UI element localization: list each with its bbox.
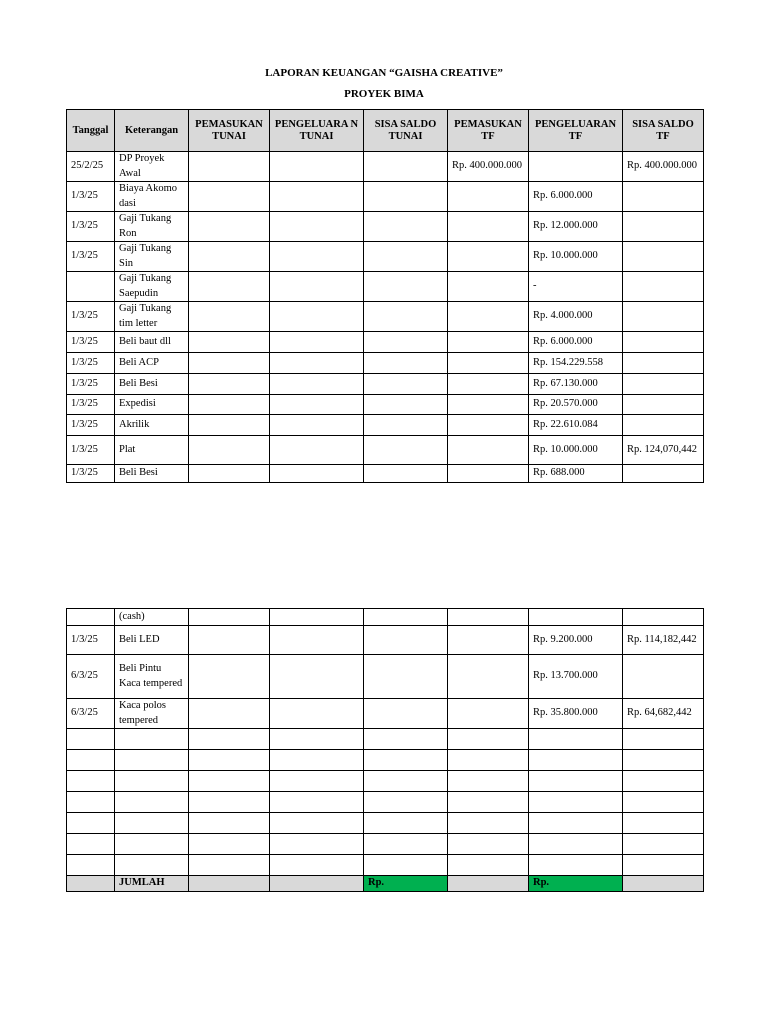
cell-sisa-saldo-tunai — [364, 855, 448, 876]
cell-keterangan — [115, 813, 189, 834]
cell-sisa-saldo-tf — [623, 302, 704, 332]
column-header-pemasukan-tunai: PEMASUKAN TUNAI — [189, 110, 270, 152]
cell-tanggal: 1/3/25 — [67, 353, 115, 374]
cell-keterangan: DP Proyek Awal — [115, 152, 189, 182]
cell-sisa-saldo-tunai — [364, 699, 448, 729]
cell-keterangan: Plat — [115, 436, 189, 465]
column-header-pemasukan-tf: PEMASUKAN TF — [448, 110, 529, 152]
cell-sisa-saldo-tf — [623, 353, 704, 374]
table-row — [67, 655, 704, 699]
cell-pemasukan-tf — [448, 609, 529, 626]
cell-pengeluaran-tf: - — [529, 272, 623, 302]
table-row — [67, 699, 704, 729]
cell-sisa-saldo-tunai — [364, 609, 448, 626]
column-header-tanggal: Tanggal — [67, 110, 115, 152]
cell-pengeluaran-tf: Rp. 20.570.000 — [529, 395, 623, 415]
cell-pemasukan-tf — [448, 626, 529, 655]
table-row — [67, 415, 704, 436]
column-header-keterangan: Keterangan — [115, 110, 189, 152]
cell-pemasukan-tunai — [189, 699, 270, 729]
cell-pengeluaran-tf: Rp. 6.000.000 — [529, 332, 623, 353]
total-cell-pengeluaran-tunai — [270, 876, 364, 892]
column-header-pengeluaran-tf: PENGELUARAN TF — [529, 110, 623, 152]
cell-sisa-saldo-tunai — [364, 152, 448, 182]
cell-sisa-saldo-tunai — [364, 374, 448, 395]
cell-pengeluaran-tf: Rp. 4.000.000 — [529, 302, 623, 332]
cell-pemasukan-tunai — [189, 729, 270, 750]
cell-sisa-saldo-tunai — [364, 655, 448, 699]
table-row — [67, 609, 704, 626]
cell-tanggal: 1/3/25 — [67, 302, 115, 332]
cell-keterangan — [115, 729, 189, 750]
cell-pengeluaran-tf: Rp. 12.000.000 — [529, 212, 623, 242]
cell-pengeluaran-tf: Rp. 10.000.000 — [529, 242, 623, 272]
cell-pengeluaran-tf — [529, 792, 623, 813]
cell-tanggal: 1/3/25 — [67, 436, 115, 465]
cell-pemasukan-tf — [448, 465, 529, 483]
cell-pemasukan-tf — [448, 792, 529, 813]
table-row — [67, 353, 704, 374]
table-row — [67, 302, 704, 332]
table-row — [67, 212, 704, 242]
cell-sisa-saldo-tunai — [364, 465, 448, 483]
cell-pemasukan-tf — [448, 771, 529, 792]
cell-tanggal — [67, 750, 115, 771]
cell-pengeluaran-tf — [529, 855, 623, 876]
cell-pengeluaran-tunai — [270, 699, 364, 729]
cell-pengeluaran-tf: Rp. 9.200.000 — [529, 626, 623, 655]
cell-sisa-saldo-tf — [623, 834, 704, 855]
cell-sisa-saldo-tf — [623, 374, 704, 395]
cell-keterangan: Gaji Tukang Ron — [115, 212, 189, 242]
table-row — [67, 242, 704, 272]
table-row — [67, 813, 704, 834]
cell-keterangan: Beli Besi — [115, 374, 189, 395]
cell-pemasukan-tf — [448, 353, 529, 374]
cell-keterangan: Akrilik — [115, 415, 189, 436]
cell-tanggal: 1/3/25 — [67, 626, 115, 655]
cell-sisa-saldo-tf — [623, 813, 704, 834]
cell-pengeluaran-tunai — [270, 750, 364, 771]
table-header-row — [67, 110, 704, 152]
cell-pemasukan-tunai — [189, 436, 270, 465]
cell-sisa-saldo-tf — [623, 415, 704, 436]
cell-pengeluaran-tf: Rp. 35.800.000 — [529, 699, 623, 729]
cell-sisa-saldo-tf: Rp. 64,682,442 — [623, 699, 704, 729]
cell-keterangan: Biaya Akomo dasi — [115, 182, 189, 212]
cell-pengeluaran-tf: Rp. 688.000 — [529, 465, 623, 483]
cell-pemasukan-tunai — [189, 771, 270, 792]
cell-tanggal: 6/3/25 — [67, 699, 115, 729]
cell-pengeluaran-tf: Rp. 67.130.000 — [529, 374, 623, 395]
cell-pemasukan-tf — [448, 415, 529, 436]
cell-pemasukan-tunai — [189, 626, 270, 655]
cell-keterangan: Gaji Tukang Saepudin — [115, 272, 189, 302]
cell-keterangan: Kaca polos tempered — [115, 699, 189, 729]
report-title: LAPORAN KEUANGAN “GAISHA CREATIVE” — [265, 67, 503, 79]
cell-tanggal: 1/3/25 — [67, 242, 115, 272]
cell-tanggal: 25/2/25 — [67, 152, 115, 182]
total-cell-sisa-saldo-tf — [623, 876, 704, 892]
ledger-table-page1 — [66, 109, 704, 483]
cell-pengeluaran-tf: Rp. 22.610.084 — [529, 415, 623, 436]
cell-sisa-saldo-tf — [623, 609, 704, 626]
cell-pemasukan-tunai — [189, 465, 270, 483]
cell-tanggal — [67, 855, 115, 876]
cell-sisa-saldo-tf — [623, 242, 704, 272]
cell-pengeluaran-tf — [529, 813, 623, 834]
table-row — [67, 626, 704, 655]
cell-keterangan — [115, 750, 189, 771]
cell-tanggal — [67, 729, 115, 750]
cell-pemasukan-tf — [448, 750, 529, 771]
cell-tanggal — [67, 834, 115, 855]
cell-keterangan — [115, 855, 189, 876]
table-row — [67, 771, 704, 792]
cell-pemasukan-tunai — [189, 302, 270, 332]
cell-tanggal: 1/3/25 — [67, 395, 115, 415]
column-header-pengeluaran-tunai: PENGELUARA N TUNAI — [270, 110, 364, 152]
cell-pengeluaran-tunai — [270, 771, 364, 792]
cell-keterangan: Beli ACP — [115, 353, 189, 374]
cell-sisa-saldo-tf — [623, 792, 704, 813]
cell-keterangan: Expedisi — [115, 395, 189, 415]
cell-tanggal — [67, 272, 115, 302]
cell-tanggal — [67, 813, 115, 834]
cell-pengeluaran-tunai — [270, 813, 364, 834]
column-header-sisa-saldo-tf: SISA SALDO TF — [623, 110, 704, 152]
cell-sisa-saldo-tunai — [364, 332, 448, 353]
ledger-body-page2 — [67, 609, 704, 892]
cell-keterangan — [115, 771, 189, 792]
cell-tanggal — [67, 609, 115, 626]
cell-pemasukan-tunai — [189, 792, 270, 813]
cell-pengeluaran-tunai — [270, 302, 364, 332]
cell-pengeluaran-tunai — [270, 626, 364, 655]
ledger-table-page2 — [66, 608, 704, 892]
total-cell-pengeluaran-tf: Rp. — [529, 876, 623, 892]
cell-pemasukan-tunai — [189, 834, 270, 855]
cell-pemasukan-tf — [448, 655, 529, 699]
cell-pemasukan-tf — [448, 729, 529, 750]
cell-sisa-saldo-tunai — [364, 242, 448, 272]
cell-sisa-saldo-tf — [623, 272, 704, 302]
cell-pengeluaran-tunai — [270, 272, 364, 302]
cell-sisa-saldo-tunai — [364, 771, 448, 792]
table-row — [67, 332, 704, 353]
cell-pemasukan-tunai — [189, 272, 270, 302]
cell-pengeluaran-tf — [529, 771, 623, 792]
cell-pengeluaran-tunai — [270, 855, 364, 876]
cell-sisa-saldo-tf — [623, 465, 704, 483]
cell-pemasukan-tf — [448, 302, 529, 332]
cell-keterangan: Gaji Tukang Sin — [115, 242, 189, 272]
cell-pemasukan-tunai — [189, 242, 270, 272]
cell-pengeluaran-tunai — [270, 609, 364, 626]
cell-pemasukan-tf — [448, 242, 529, 272]
cell-sisa-saldo-tf — [623, 182, 704, 212]
table-row — [67, 750, 704, 771]
table-row — [67, 729, 704, 750]
cell-tanggal: 1/3/25 — [67, 182, 115, 212]
cell-keterangan: Beli LED — [115, 626, 189, 655]
cell-sisa-saldo-tunai — [364, 212, 448, 242]
cell-pengeluaran-tf — [529, 750, 623, 771]
cell-sisa-saldo-tunai — [364, 353, 448, 374]
cell-sisa-saldo-tunai — [364, 626, 448, 655]
table-row — [67, 152, 704, 182]
cell-keterangan: Beli Besi — [115, 465, 189, 483]
cell-sisa-saldo-tunai — [364, 302, 448, 332]
total-cell-keterangan: JUMLAH — [115, 876, 189, 892]
cell-tanggal — [67, 792, 115, 813]
cell-sisa-saldo-tf: Rp. 124,070,442 — [623, 436, 704, 465]
cell-sisa-saldo-tunai — [364, 272, 448, 302]
cell-pemasukan-tf — [448, 374, 529, 395]
cell-pemasukan-tf — [448, 332, 529, 353]
cell-pemasukan-tunai — [189, 415, 270, 436]
cell-pemasukan-tf — [448, 272, 529, 302]
column-header-sisa-saldo-tunai: SISA SALDO TUNAI — [364, 110, 448, 152]
cell-pemasukan-tf — [448, 436, 529, 465]
cell-pengeluaran-tunai — [270, 792, 364, 813]
cell-pemasukan-tunai — [189, 212, 270, 242]
cell-sisa-saldo-tunai — [364, 436, 448, 465]
cell-pengeluaran-tunai — [270, 374, 364, 395]
cell-sisa-saldo-tf — [623, 855, 704, 876]
cell-pengeluaran-tunai — [270, 436, 364, 465]
cell-pengeluaran-tunai — [270, 332, 364, 353]
cell-pemasukan-tunai — [189, 374, 270, 395]
cell-tanggal: 1/3/25 — [67, 332, 115, 353]
total-cell-pemasukan-tf — [448, 876, 529, 892]
table-row — [67, 465, 704, 483]
cell-keterangan — [115, 792, 189, 813]
cell-keterangan — [115, 834, 189, 855]
table-row — [67, 855, 704, 876]
cell-pengeluaran-tf — [529, 609, 623, 626]
table-row — [67, 374, 704, 395]
cell-pengeluaran-tunai — [270, 242, 364, 272]
cell-tanggal — [67, 771, 115, 792]
cell-pengeluaran-tf — [529, 729, 623, 750]
cell-pengeluaran-tunai — [270, 395, 364, 415]
cell-tanggal: 1/3/25 — [67, 374, 115, 395]
cell-keterangan: Gaji Tukang tim letter — [115, 302, 189, 332]
cell-sisa-saldo-tf — [623, 332, 704, 353]
cell-pemasukan-tf — [448, 212, 529, 242]
cell-pemasukan-tunai — [189, 332, 270, 353]
ledger-body-page1 — [67, 152, 704, 483]
cell-pengeluaran-tf: Rp. 6.000.000 — [529, 182, 623, 212]
cell-pemasukan-tf — [448, 813, 529, 834]
table-row — [67, 395, 704, 415]
cell-sisa-saldo-tunai — [364, 813, 448, 834]
cell-sisa-saldo-tunai — [364, 415, 448, 436]
cell-pemasukan-tunai — [189, 353, 270, 374]
cell-tanggal: 1/3/25 — [67, 465, 115, 483]
table-row — [67, 182, 704, 212]
cell-sisa-saldo-tunai — [364, 792, 448, 813]
cell-pemasukan-tf — [448, 182, 529, 212]
cell-sisa-saldo-tunai — [364, 182, 448, 212]
cell-pengeluaran-tf — [529, 834, 623, 855]
cell-pengeluaran-tunai — [270, 415, 364, 436]
cell-pemasukan-tf — [448, 855, 529, 876]
cell-pengeluaran-tf — [529, 152, 623, 182]
cell-sisa-saldo-tf: Rp. 114,182,442 — [623, 626, 704, 655]
cell-pengeluaran-tunai — [270, 834, 364, 855]
cell-pemasukan-tunai — [189, 655, 270, 699]
table-row — [67, 834, 704, 855]
cell-sisa-saldo-tf: Rp. 400.000.000 — [623, 152, 704, 182]
total-cell-tanggal — [67, 876, 115, 892]
cell-sisa-saldo-tf — [623, 655, 704, 699]
cell-pemasukan-tunai — [189, 750, 270, 771]
cell-pemasukan-tunai — [189, 855, 270, 876]
cell-pengeluaran-tunai — [270, 182, 364, 212]
cell-sisa-saldo-tf — [623, 395, 704, 415]
cell-keterangan: Beli baut dll — [115, 332, 189, 353]
cell-sisa-saldo-tf — [623, 771, 704, 792]
cell-sisa-saldo-tf — [623, 212, 704, 242]
cell-pemasukan-tunai — [189, 395, 270, 415]
cell-tanggal: 1/3/25 — [67, 212, 115, 242]
cell-sisa-saldo-tf — [623, 750, 704, 771]
cell-pemasukan-tunai — [189, 152, 270, 182]
cell-pemasukan-tunai — [189, 813, 270, 834]
cell-pemasukan-tunai — [189, 182, 270, 212]
total-cell-pemasukan-tunai — [189, 876, 270, 892]
cell-keterangan: (cash) — [115, 609, 189, 626]
cell-sisa-saldo-tunai — [364, 834, 448, 855]
report-subtitle: PROYEK BIMA — [344, 88, 424, 100]
total-cell-sisa-saldo-tunai: Rp. — [364, 876, 448, 892]
cell-pengeluaran-tf: Rp. 154.229.558 — [529, 353, 623, 374]
cell-pengeluaran-tf: Rp. 13.700.000 — [529, 655, 623, 699]
cell-pemasukan-tf — [448, 834, 529, 855]
cell-pengeluaran-tunai — [270, 655, 364, 699]
cell-pengeluaran-tf: Rp. 10.000.000 — [529, 436, 623, 465]
cell-pengeluaran-tunai — [270, 353, 364, 374]
cell-pengeluaran-tunai — [270, 465, 364, 483]
cell-tanggal: 1/3/25 — [67, 415, 115, 436]
cell-pemasukan-tf — [448, 699, 529, 729]
cell-pemasukan-tf: Rp. 400.000.000 — [448, 152, 529, 182]
cell-sisa-saldo-tunai — [364, 750, 448, 771]
cell-tanggal: 6/3/25 — [67, 655, 115, 699]
table-row — [67, 436, 704, 465]
table-row — [67, 272, 704, 302]
cell-sisa-saldo-tunai — [364, 395, 448, 415]
cell-pengeluaran-tunai — [270, 212, 364, 242]
cell-pengeluaran-tunai — [270, 152, 364, 182]
cell-keterangan: Beli Pintu Kaca tempered — [115, 655, 189, 699]
cell-pengeluaran-tunai — [270, 729, 364, 750]
cell-pemasukan-tunai — [189, 609, 270, 626]
total-row — [67, 876, 704, 892]
cell-pemasukan-tf — [448, 395, 529, 415]
table-row — [67, 792, 704, 813]
cell-sisa-saldo-tunai — [364, 729, 448, 750]
cell-sisa-saldo-tf — [623, 729, 704, 750]
